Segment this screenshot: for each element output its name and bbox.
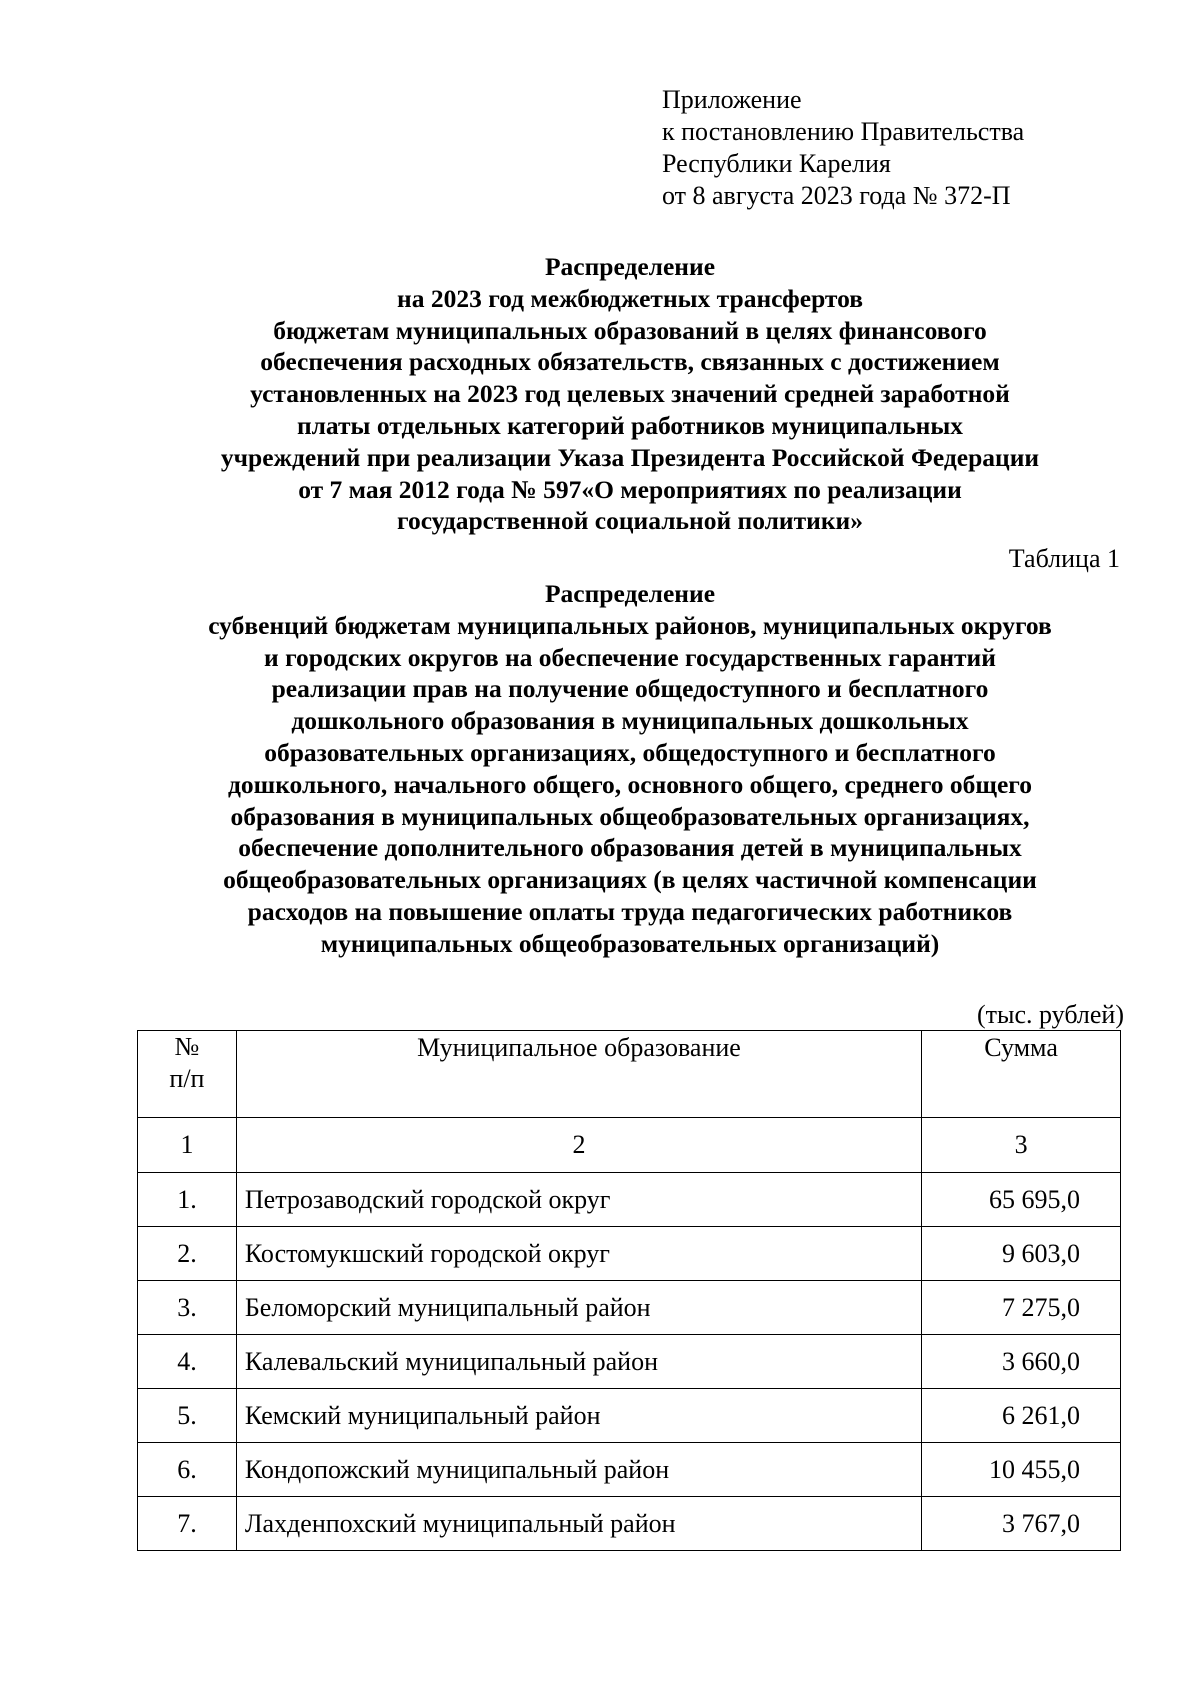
row-sum: 3 767,0 [922, 1497, 1121, 1551]
main-title-line: бюджетам муниципальных образований в целях финансового [273, 315, 987, 345]
units-label: (тыс. рублей) [976, 1000, 1124, 1029]
row-number: 4. [138, 1335, 237, 1389]
header-number [138, 1031, 237, 1118]
row-municipality: Кемский муниципальный район [236, 1389, 921, 1443]
header-municipality: Муниципальное образование [236, 1031, 921, 1118]
column-index: 2 [236, 1118, 921, 1173]
appendix-line: Республики Карелия [662, 149, 891, 178]
main-title-line: на 2023 год межбюджетных трансфертов [397, 283, 863, 313]
sub-title-line: реализации прав на получение общедоступного и бесплатного [271, 674, 989, 704]
table-row [138, 1335, 1121, 1389]
main-title-line: обеспечения расходных обязательств, связанных с достижением [260, 347, 1000, 377]
row-municipality: Кондопожский муниципальный район [236, 1443, 921, 1497]
table-row [138, 1443, 1121, 1497]
header-number-line1: № [174, 1032, 200, 1061]
sub-title-line: и городских округов на обеспечение государственных гарантий [264, 642, 996, 672]
header-number-line2: п/п [169, 1064, 205, 1093]
table-header-row [138, 1031, 1121, 1118]
sub-title-line: дошкольного, начального общего, основного общего, среднего общего [228, 769, 1032, 799]
sub-title-line: субвенций бюджетам муниципальных районов, муниципальных округов [208, 610, 1052, 640]
table-row [138, 1227, 1121, 1281]
header-sum: Сумма [922, 1031, 1121, 1118]
row-sum: 65 695,0 [922, 1173, 1121, 1227]
appendix-line: к постановлению Правительства [662, 117, 1025, 146]
sub-title-line: расходов на повышение оплаты труда педагогических работников [247, 896, 1013, 926]
column-index: 1 [138, 1118, 237, 1173]
row-municipality: Петрозаводский городской округ [236, 1173, 921, 1227]
main-title-line: платы отдельных категорий работников муниципальных [296, 410, 964, 440]
sub-title-line: Распределение [544, 579, 716, 608]
table-row [138, 1281, 1121, 1335]
appendix-line: Приложение [662, 85, 802, 114]
row-municipality: Беломорский муниципальный район [236, 1281, 921, 1335]
row-sum: 7 275,0 [922, 1281, 1121, 1335]
row-municipality: Костомукшский городской округ [236, 1227, 921, 1281]
row-number: 2. [138, 1227, 237, 1281]
main-title-line: государственной социальной политики» [397, 506, 863, 536]
main-title-line: от 7 мая 2012 года № 597«О мероприятиях по реализации [298, 474, 962, 504]
column-index-row [138, 1118, 1121, 1173]
row-number: 6. [138, 1443, 237, 1497]
row-number: 7. [138, 1497, 237, 1551]
sub-title-line: образования в муниципальных общеобразовательных организациях, [230, 801, 1030, 831]
table-row [138, 1173, 1121, 1227]
main-title-line: Распределение [544, 252, 716, 281]
row-municipality: Лахденпохский муниципальный район [236, 1497, 921, 1551]
table-row [138, 1389, 1121, 1443]
row-sum: 10 455,0 [922, 1443, 1121, 1497]
row-number: 3. [138, 1281, 237, 1335]
sub-title-line: муниципальных общеобразовательных организаций) [320, 928, 940, 958]
table-row [138, 1497, 1121, 1551]
sub-title-line: образовательных организациях, общедоступного и бесплатного [264, 737, 996, 767]
sub-title-line: обеспечение дополнительного образования детей в муниципальных [238, 833, 1022, 863]
sub-title [130, 578, 1130, 960]
distribution-table [137, 1030, 1121, 1551]
main-title [130, 251, 1130, 537]
row-sum: 9 603,0 [922, 1227, 1121, 1281]
row-municipality: Калевальский муниципальный район [236, 1335, 921, 1389]
appendix-line: от 8 августа 2023 года № 372-П [662, 181, 1011, 210]
sub-title-line: дошкольного образования в муниципальных дошкольных [291, 706, 969, 736]
main-title-line: установленных на 2023 год целевых значений средней заработной [250, 379, 1010, 409]
row-number: 5. [138, 1389, 237, 1443]
column-index: 3 [922, 1118, 1121, 1173]
appendix-block [662, 84, 1024, 212]
row-sum: 3 660,0 [922, 1335, 1121, 1389]
row-sum: 6 261,0 [922, 1389, 1121, 1443]
table-label: Таблица 1 [1008, 544, 1120, 573]
sub-title-line: общеобразовательных организациях (в целях частичной компенсации [223, 865, 1037, 895]
main-title-line: учреждений при реализации Указа Президента Российской Федерации [220, 442, 1040, 472]
row-number: 1. [138, 1173, 237, 1227]
